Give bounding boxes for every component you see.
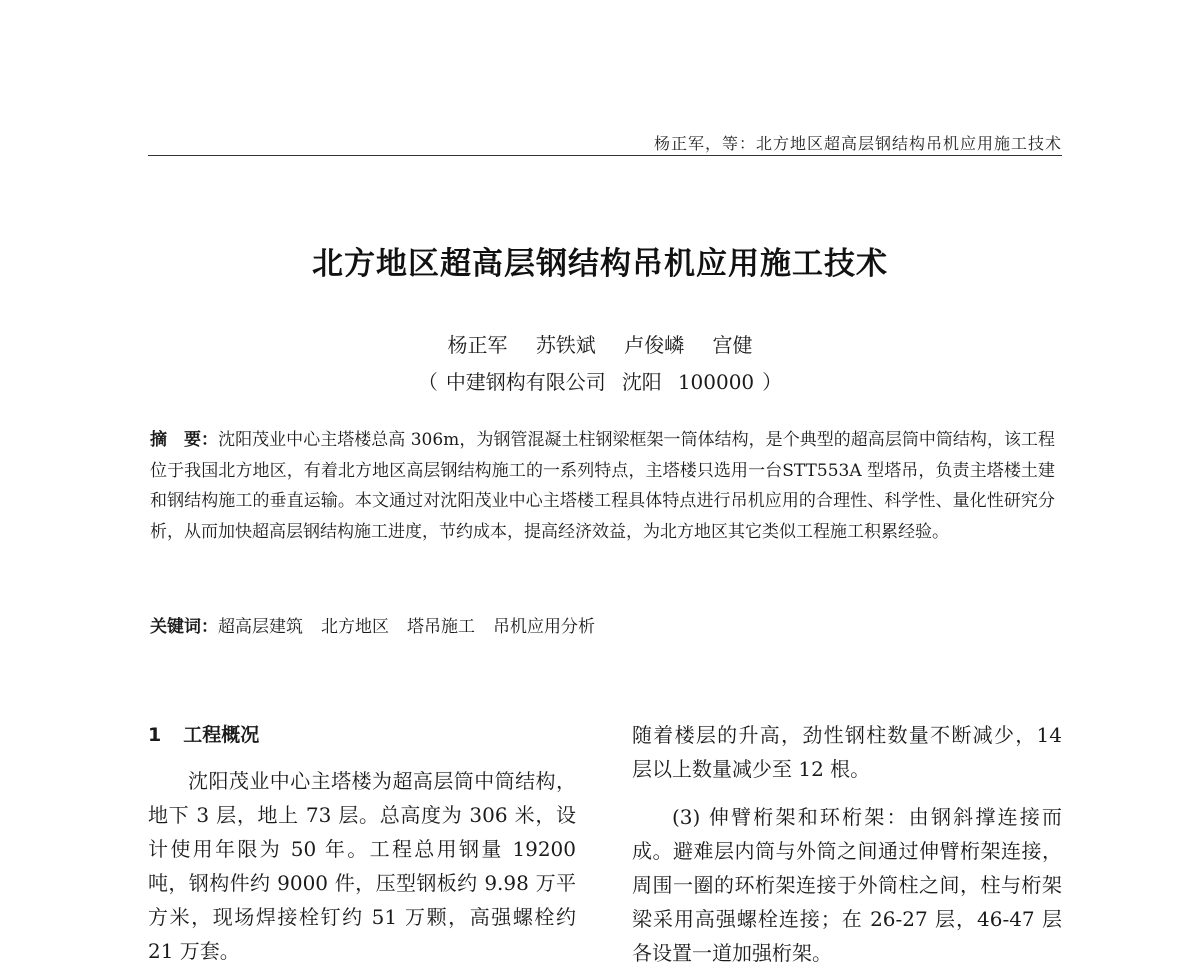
author-name: 宫健	[712, 333, 753, 357]
body-paragraph: 沈阳茂业中心主塔楼为超高层筒中筒结构，地下 3 层，地上 73 层。总高度为 306 米，设计使用年限为 50 年。工程总用钢量 19200 吨，钢构件约 9000 件，压型钢板约 9.98 万平方米，现场焊接栓钉约 51 万颗，高强螺栓约 21 万套。	[148, 769, 576, 963]
abstract-label: 摘 要：	[150, 430, 219, 450]
right-column	[632, 718, 1062, 970]
keywords-label: 关键词：	[150, 617, 218, 637]
body-paragraph: (3) 伸臂桁架和环桁架：由钢斜撑连接而成。避难层内筒与外筒之间通过伸臂桁架连接，周围一圈的环桁架连接于外筒柱之间，柱与桁架梁采用高强螺栓连接；在 26-27 层，46-47 层各设置一道加强桁架。	[632, 805, 1062, 965]
abstract	[150, 425, 1055, 547]
affiliation	[0, 366, 1200, 395]
affiliation-open-paren: （	[417, 370, 438, 394]
keyword: 吊机应用分析	[493, 617, 595, 637]
keyword: 北方地区	[321, 617, 389, 637]
body-paragraph: 随着楼层的升高，劲性钢柱数量不断减少，14 层以上数量减少至 12 根。	[632, 723, 1062, 781]
paper-title: 北方地区超高层钢结构吊机应用施工技术	[312, 246, 888, 282]
left-column	[148, 718, 576, 968]
section-number: 1	[148, 724, 162, 746]
affiliation-city: 沈阳	[621, 370, 662, 394]
affiliation-org: 中建钢构有限公司	[445, 370, 606, 394]
keyword: 超高层建筑	[218, 617, 303, 637]
paragraph-gap	[632, 786, 1062, 800]
header-rule	[148, 155, 1062, 156]
author-name: 杨正军	[447, 333, 508, 357]
abstract-text: 沈阳茂业中心主塔楼总高 306m，为钢管混凝土柱钢梁框架一筒体结构，是个典型的超高层筒中筒结构，该工程位于我国北方地区，有着北方地区高层钢结构施工的一系列特点，主塔楼只选用一台STT553A 型塔吊，负责主塔楼土建和钢结构施工的垂直运输。本文通过对沈阳茂业中心主塔楼工程具体特点进行吊机应用的合理性、科学性、量化性研究分析，从而加快超高层钢结构施工进度，节约成本，提高经济效益，为北方地区其它类似工程施工积累经验。	[150, 430, 1055, 542]
section-title: 工程概况	[183, 724, 260, 746]
keyword: 塔吊施工	[407, 617, 475, 637]
affiliation-close-paren: ）	[762, 370, 783, 394]
author-name: 卢俊嶙	[624, 333, 685, 357]
author-list	[0, 329, 1200, 358]
section-heading	[148, 718, 576, 752]
affiliation-postcode: 100000	[677, 370, 755, 394]
author-name: 苏铁斌	[535, 333, 596, 357]
running-header: 杨正军，等：北方地区超高层钢结构吊机应用施工技术	[653, 134, 1062, 153]
keywords	[150, 612, 613, 637]
